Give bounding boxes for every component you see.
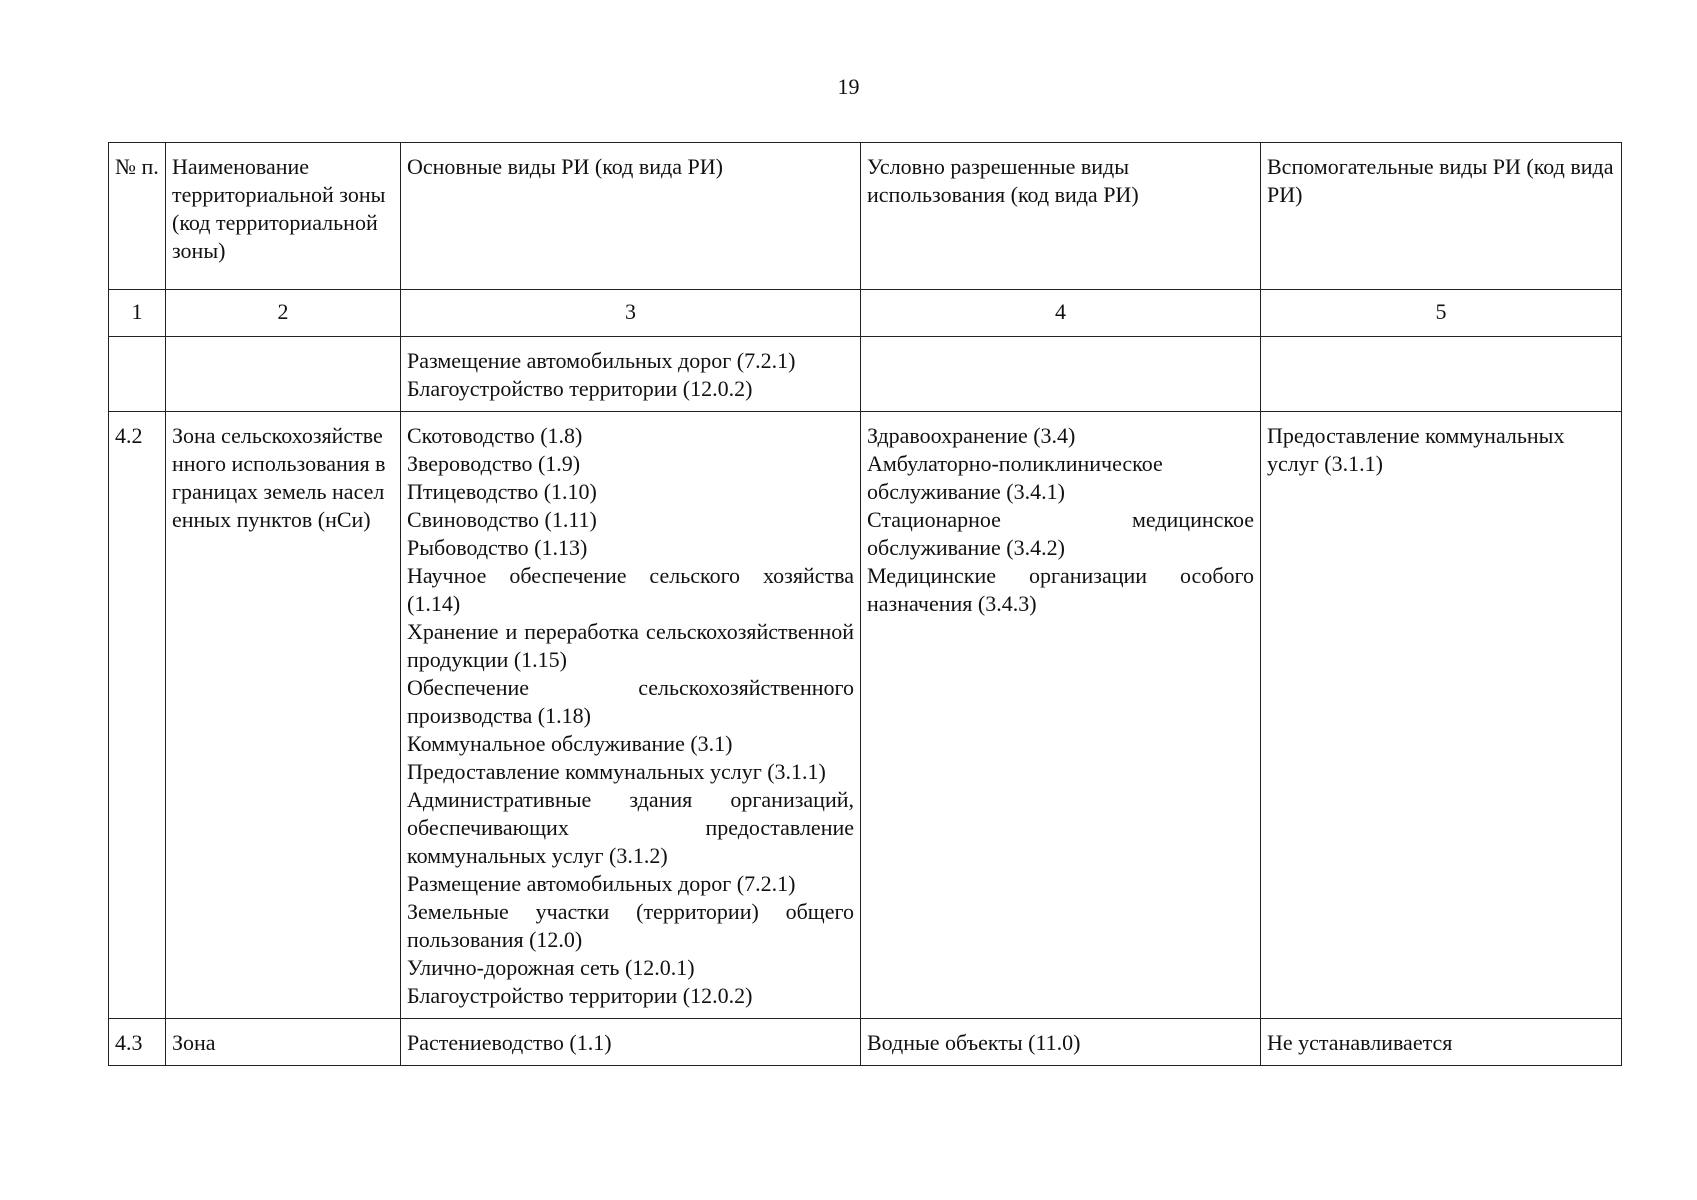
header-conditional-uses: Условно разрешенные виды использования (код вида РИ) [861,143,1261,290]
header-zone-name: Наименование территориальной зоны (код территориальной зоны) [166,143,401,290]
column-number: 3 [401,290,861,337]
main-uses-cell [401,1019,861,1066]
main-use-item: Размещение автомобильных дорог (7.2.1) [407,871,796,896]
conditional-uses-cell [861,1019,1261,1066]
column-number: 2 [166,290,401,337]
main-uses-cell [401,412,861,1019]
main-use-item: Коммунальное обслуживание (3.1) [407,731,733,756]
conditional-use-item: Стационарное медицинское обслуживание (3.4.2) [867,507,1254,560]
conditional-uses-cell [861,412,1261,1019]
main-use-item: Предоставление коммунальных услуг (3.1.1) [407,759,826,784]
conditional-use-item: Амбулаторно-поликлиническое обслуживание (3.4.1) [867,451,1163,504]
table-row [109,412,1622,1019]
main-use-item: Свиноводство (1.11) [407,507,597,532]
main-use-item: Научное обеспечение сельского хозяйства (1.14) [407,563,854,616]
row-number [109,337,166,412]
main-use-item: Благоустройство территории (12.0.2) [407,983,753,1008]
header-main-uses: Основные виды РИ (код вида РИ) [401,143,861,290]
header-auxiliary-uses: Вспомогательные виды РИ (код вида РИ) [1261,143,1622,290]
conditional-uses-cell [861,337,1261,412]
zone-name: Зона [166,1019,401,1066]
column-number: 4 [861,290,1261,337]
conditional-use-item: Водные объекты (11.0) [867,1030,1081,1055]
main-use-item: Звероводство (1.9) [407,451,581,476]
zones-table [108,142,1622,1066]
main-use-item: Растениеводство (1.1) [407,1030,612,1055]
main-use-item: Административные здания организаций, обеспечивающих предоставление коммунальных услуг (3.1.2) [407,787,854,868]
main-uses-cell [401,337,861,412]
conditional-use-item: Медицинские организации особого назначения (3.4.3) [867,563,1254,616]
column-number: 5 [1261,290,1622,337]
auxiliary-uses-cell [1261,337,1622,412]
main-use-item: Рыбоводство (1.13) [407,535,588,560]
main-use-item: Скотоводство (1.8) [407,423,583,448]
header-row [109,143,1622,290]
main-use-item: Земельные участки (территории) общего пользования (12.0) [407,899,854,952]
main-use-item: Птицеводство (1.10) [407,479,597,504]
column-numbers-row [109,290,1622,337]
auxiliary-uses-cell: Предоставление коммунальных услуг (3.1.1) [1261,412,1622,1019]
main-use-item: Благоустройство территории (12.0.2) [407,376,753,401]
page-number: 19 [837,74,860,99]
main-use-item: Улично-дорожная сеть (12.0.1) [407,955,695,980]
main-use-item: Размещение автомобильных дорог (7.2.1) [407,348,796,373]
header-number: № п. [109,143,166,290]
auxiliary-uses-cell: Не устанавливается [1261,1019,1622,1066]
main-use-item: Хранение и переработка сельскохозяйственной продукции (1.15) [407,619,854,672]
table-row [109,337,1622,412]
row-number: 4.3 [109,1019,166,1066]
column-number: 1 [109,290,166,337]
row-number: 4.2 [109,412,166,1019]
conditional-use-item: Здравоохранение (3.4) [867,423,1076,448]
zone-name [166,337,401,412]
table-row [109,1019,1622,1066]
main-use-item: Обеспечение сельскохозяйственного производства (1.18) [407,675,854,728]
zone-name: Зона сельскохозяйственного использования в границах земель населенных пунктов (нСи) [166,412,401,1019]
